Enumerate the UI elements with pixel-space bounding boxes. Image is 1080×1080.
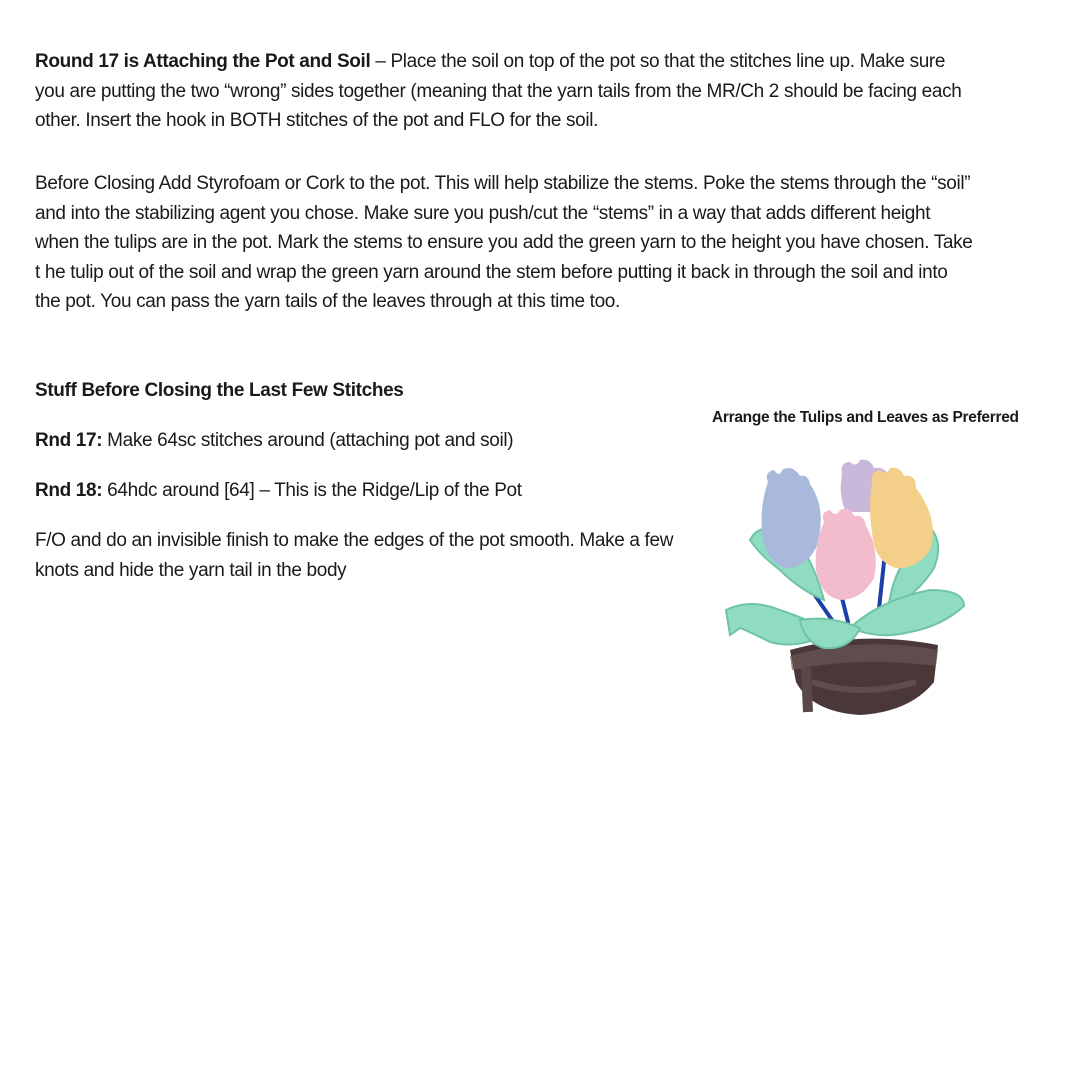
round-18-text: 64hdc around [64] – This is the Ridge/Lip of the Pot [102,480,522,501]
tulip-yellow [870,468,933,569]
tulip-pot-photo [720,450,972,732]
paragraph-attaching-pot-body: – Place the soil on top of the pot so that the stitches line up. Make sure you are putting the two “wrong” sides together (meaning that the yarn tails from the MR/Ch 2 should be facing each other. Insert the hook in BOTH stitches of the pot and FLO for the soil. [35,51,962,131]
paragraph-finish-body: F/O and do an invisible finish to make the edges of the pot smooth. Make a few knots and hide the yarn tail in the body [35,530,674,581]
round-17-line [35,426,513,455]
tulip-pink [816,509,876,600]
tulip-blue [762,468,821,568]
section-heading-stuff: Stuff Before Closing the Last Few Stitches [35,380,404,401]
paragraph-before-closing [35,169,975,317]
round-18-line [35,476,522,505]
photo-caption: Arrange the Tulips and Leaves as Preferred [712,409,1019,426]
paragraph-attaching-pot-title: Round 17 is Attaching the Pot and Soil [35,51,371,72]
round-17-label: Rnd 17: [35,430,103,451]
paragraph-attaching-pot [35,47,975,136]
pot [790,639,938,715]
round-17-text: Make 64sc stitches around (attaching pot and soil) [102,430,514,451]
round-18-label: Rnd 18: [35,480,103,501]
paragraph-finish [35,526,715,585]
paragraph-before-closing-body: Before Closing Add Styrofoam or Cork to the pot. This will help stabilize the stems. Poke the stems through the “soil” and into the stabilizing agent you chose. Make sure you push/cut the “stems” in a way that adds different height when the tulips are in the pot. Mark the stems to ensure you add the green yarn to the height you have chosen. Take t he tulip out of the soil and wrap the green yarn around the stem before putting it back in through the soil and into the pot. You can pass the yarn tails of the leaves through at this time too. [35,173,973,312]
